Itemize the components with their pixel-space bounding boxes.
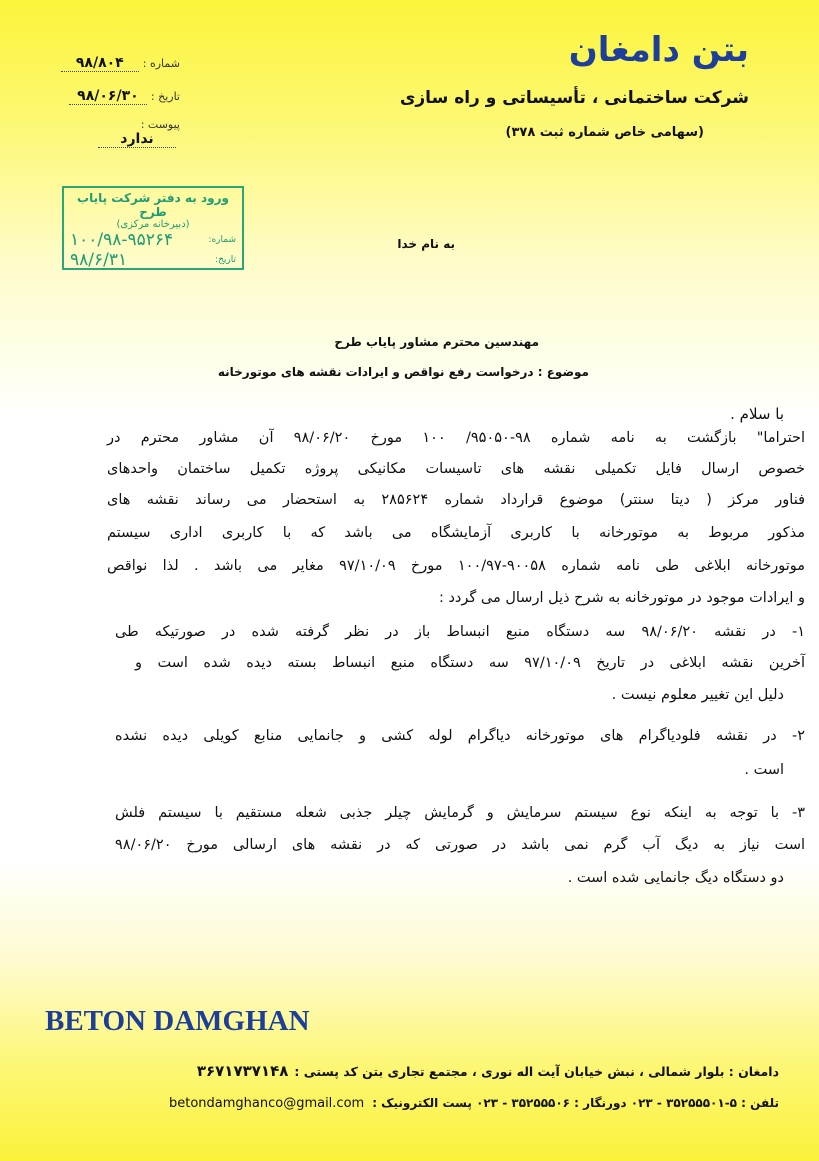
footer-address: دامغان : بلوار شمالی ، نبش خیابان آیت اله نوری ، مجتمع تجاری بتن کد پستی :۳۶۷۱۷۳۷۱۴۸ [196, 1062, 779, 1080]
company-subtitle: شرکت ساختمانی ، تأسیساتی و راه سازی [399, 88, 749, 108]
letter-attachment: پیوست :ندارد [60, 118, 180, 148]
email-address: betondamghanco@gmail.com [168, 1096, 365, 1111]
stamp-subtitle: (دبیرخانه مرکزی) [116, 219, 190, 230]
list-item-2-line: ۲- در نقشه فلودیاگرام های موتورخانه دیاگرام لوله کشی و جانمایی منابع کویلی دیده نشده [115, 728, 805, 744]
list-item-1-line: ۱- در نقشه ۹۸/۰۶/۲۰ سه دستگاه منبع انبساط باز در نظر گرفته شده در صورتیکه طی [115, 624, 805, 640]
addressee: مهندسین محترم مشاور پایاب طرح [334, 335, 539, 349]
list-item-3-line: دو دستگاه دیگ جانمایی شده است . [567, 870, 784, 886]
body-line: فناور مرکز ( دیتا سنتر) موضوع قرارداد شماره ۲۸۵۶۲۴ به استحضار می رساند نقشه های [107, 492, 805, 508]
footer-contact: تلفن : ۵-۳۵۲۵۵۵۰۱ - ۰۲۳ دورنگار : ۳۵۲۵۵۵۰۶ - ۰۲۳ پست الکترونیک :betondamghanco@gmail.com [168, 1096, 779, 1111]
stamp-date-label: تاریخ: [215, 255, 236, 265]
body-line: احتراما" بازگشت به نامه شماره ۹۸-۹۵۰۵۰/ ۱۰۰ مورخ ۹۸/۰۶/۲۰ آن مشاور محترم در [107, 430, 806, 446]
list-item-3-line: ۳- با توجه به اینکه نوع سیستم سرمایش و گرمایش چیلر جذبی شعله مستقیم با سیستم فلش [115, 805, 805, 821]
list-item-3-line: است نیاز به دیگ آب گرم نمی باشد در صورتی که در نقشه های ارسالی مورخ ۹۸/۰۶/۲۰ [115, 837, 805, 853]
stamp-number-label: شماره: [208, 235, 236, 245]
postal-code: ۳۶۷۱۷۳۷۱۴۸ [196, 1062, 289, 1080]
list-item-1-line: دلیل این تغییر معلوم نیست . [611, 687, 784, 703]
invocation: به نام خدا [397, 237, 455, 251]
list-item-2-line: است . [744, 762, 784, 778]
greeting: با سلام . [730, 405, 784, 423]
company-logo-en: BETON DAMGHAN [45, 1005, 310, 1037]
stamp-title: ورود به دفتر شرکت پایاب طرح [77, 191, 229, 219]
body-line: موتورخانه ابلاغی طی نامه شماره ۹۰۰۵۸-۱۰۰/۹۷ مورخ ۹۷/۱۰/۰۹ مغایر می باشد . لذا نواقص [107, 558, 806, 574]
subject: موضوع : درخواست رفع نواقص و ایرادات نقشه های موتورخانه [217, 365, 589, 379]
letter-date: تاریخ :۹۸/۰۶/۳۰ [60, 88, 180, 105]
registration-number: (سهامی خاص شماره ثبت ۳۷۸) [505, 125, 704, 140]
letter-number: شماره :۹۸/۸۰۴ [60, 55, 180, 72]
stamp-date: ۹۸/۶/۳۱ [70, 250, 128, 270]
body-line: مذکور مربوط به موتورخانه با کاربری آزمایشگاه می باشد که با کاربری اداری سیستم [107, 525, 805, 541]
body-line: خصوص ارسال فایل تکمیلی نقشه های تاسیسات مکانیکی پروژه تکمیل ساختمان واحدهای [107, 461, 805, 477]
company-logo-fa: بتن دامغان [568, 30, 749, 70]
receipt-stamp [62, 186, 244, 270]
stamp-number: ۱۰۰/۹۸-۹۵۲۶۴ [70, 230, 174, 250]
body-line: و ایرادات موجود در موتورخانه به شرح ذیل ارسال می گردد : [438, 590, 805, 606]
list-item-1-line: آخرین نقشه ابلاغی در تاریخ ۹۷/۱۰/۰۹ سه دستگاه منبع انبساط بسته دیده شده است و [135, 655, 805, 671]
